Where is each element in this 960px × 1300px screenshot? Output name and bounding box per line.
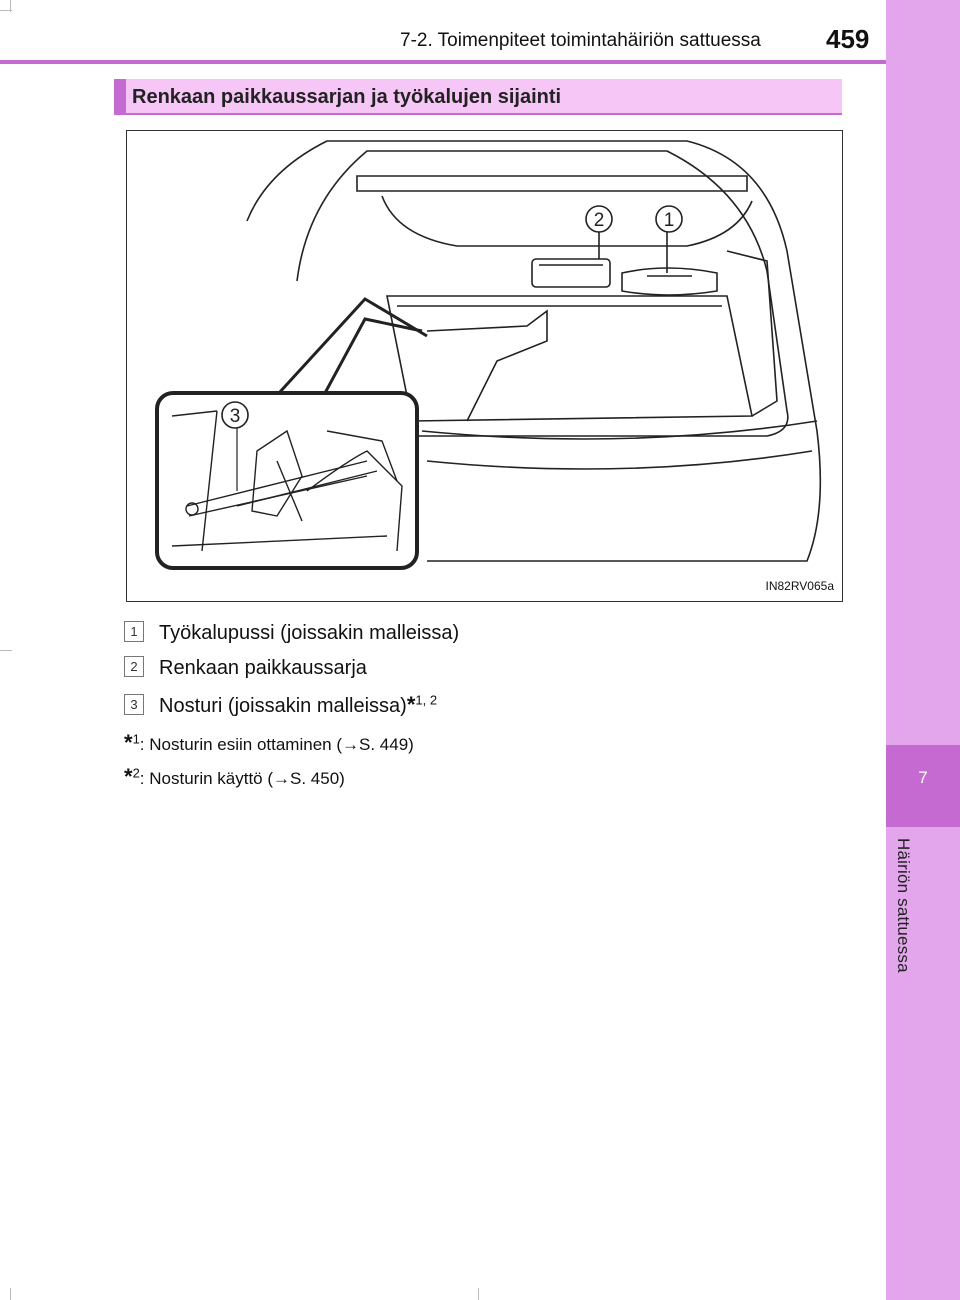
crop-mark	[478, 1288, 479, 1300]
footnote-number: 2	[132, 765, 140, 781]
footnote-text: : Nosturin esiin ottaminen (→S. 449)	[139, 735, 414, 754]
page-number: 459	[826, 24, 870, 54]
trunk-line-drawing	[127, 131, 842, 601]
legend-item	[124, 622, 459, 645]
crop-mark	[10, 1288, 11, 1300]
figure-callout-3: 3	[229, 406, 241, 427]
section-title: Renkaan paikkaussarjan ja työkalujen sijainti	[132, 86, 562, 108]
figure-callout-1: 1	[663, 210, 675, 231]
section-underline	[114, 113, 842, 115]
legend-item	[124, 657, 367, 680]
legend-text: Nosturi (joissakin malleissa)	[159, 695, 407, 717]
header-rule	[0, 60, 887, 64]
footnote-1	[124, 730, 414, 756]
legend-number: 2	[124, 656, 144, 677]
legend-number: 1	[124, 621, 144, 642]
chapter-title: 7-2. Toimenpiteet toimintahäiriön sattuessa	[400, 30, 761, 51]
footnote-reference: 1, 2	[415, 692, 438, 708]
legend-number: 3	[124, 694, 144, 715]
figure-callout-2: 2	[593, 210, 605, 231]
footnote-star: *	[124, 730, 133, 755]
footnote-2	[124, 764, 345, 790]
figure-code: IN82RV065a	[765, 579, 834, 593]
side-tab-label: Häiriön sattuessa	[894, 838, 913, 973]
side-tab-chapter-number: 7	[918, 768, 928, 787]
legend-item	[124, 692, 437, 718]
legend-text: Renkaan paikkaussarja	[159, 657, 367, 679]
legend-text: Työkalupussi (joissakin malleissa)	[159, 622, 460, 644]
footnote-text: : Nosturin käyttö (→S. 450)	[139, 769, 345, 788]
side-tab-upper	[886, 0, 960, 745]
footnote-number: 1	[132, 731, 140, 747]
trunk-illustration	[126, 130, 843, 602]
crop-mark	[0, 10, 12, 11]
crop-mark	[0, 650, 12, 651]
footnote-star: *	[406, 692, 416, 717]
footnote-star: *	[124, 764, 133, 789]
